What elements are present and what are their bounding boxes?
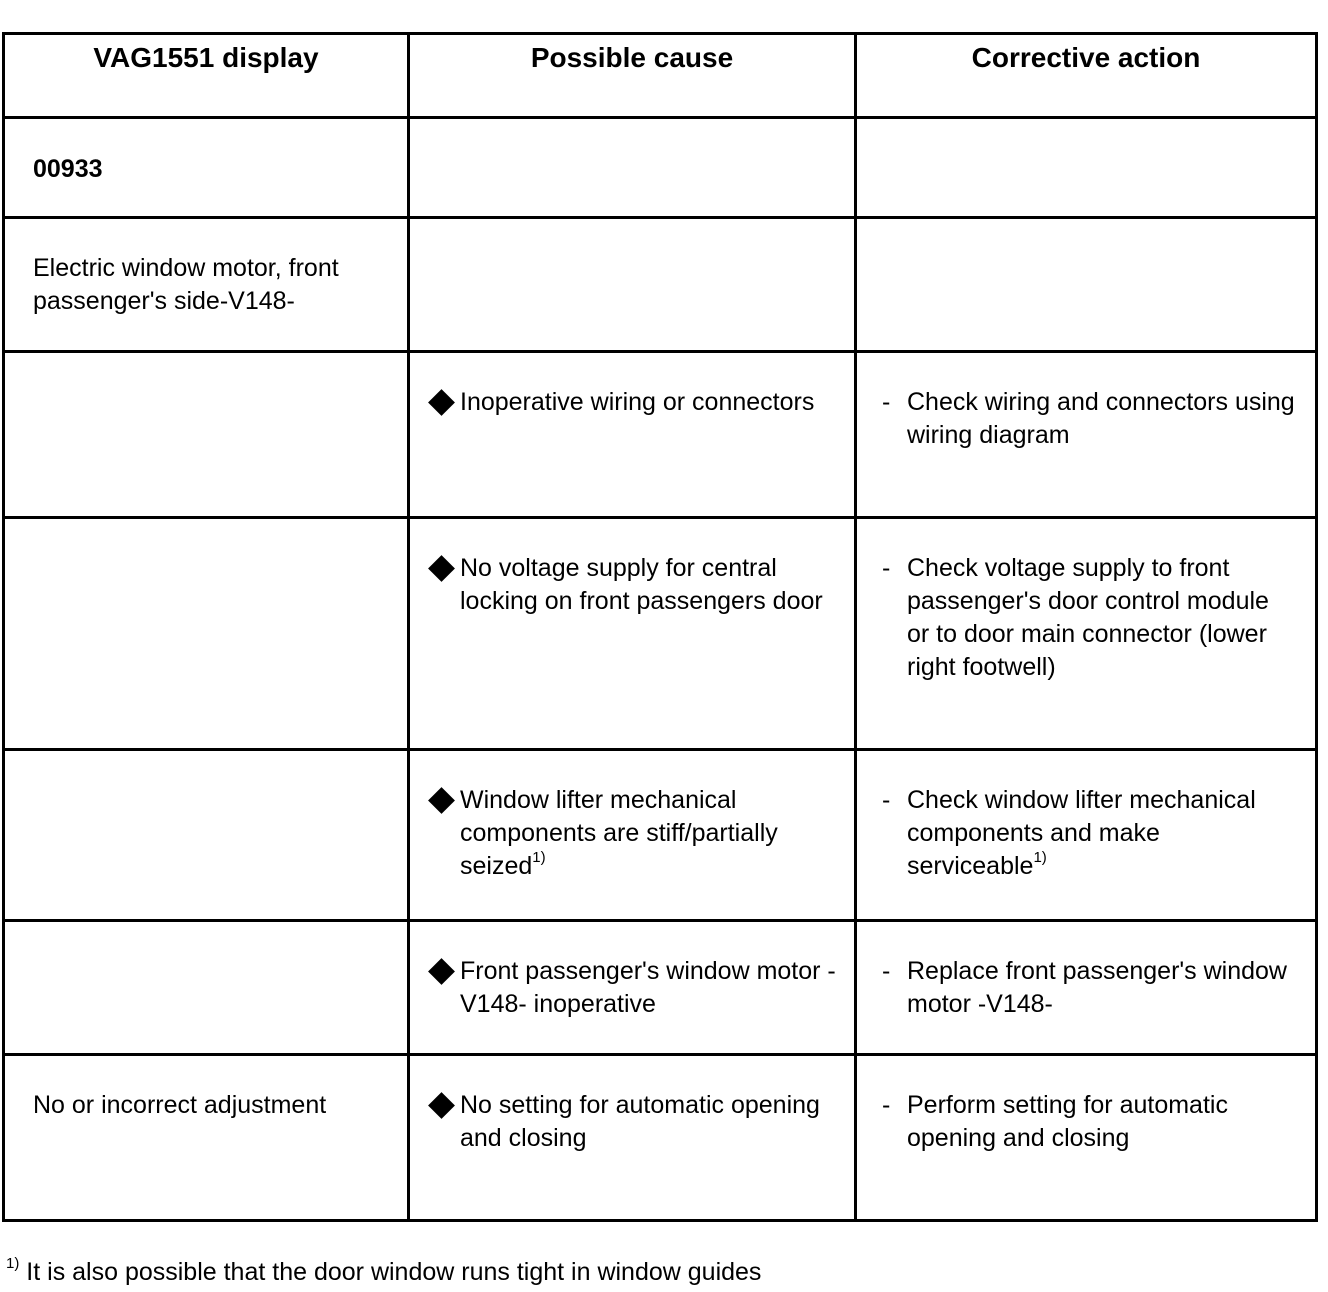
action-text: Check voltage supply to front passenger's door control module or to door main connector (lower right footwell): [907, 554, 1269, 681]
action-text: Perform setting for automatic opening and closing: [907, 1091, 1228, 1152]
table-row: [4, 921, 1317, 1055]
table-row: [4, 218, 1317, 352]
fault-description: Electric window motor, front passenger's side-V148-: [33, 254, 339, 315]
table-row: [4, 118, 1317, 218]
header-vag1551-display: VAG1551 display: [4, 34, 409, 118]
footnote-ref: 1): [1033, 849, 1047, 866]
cause-cell: [409, 750, 856, 921]
cause-cell: [409, 921, 856, 1055]
action-cell: [856, 750, 1317, 921]
diamond-bullet-icon: [428, 1092, 455, 1119]
dash-marker: -: [882, 388, 891, 416]
cause-cell: [409, 352, 856, 518]
dash-marker: -: [882, 957, 891, 985]
cause-cell: [409, 518, 856, 750]
fault-description: No or incorrect adjustment: [33, 1091, 327, 1119]
display-cell: [4, 218, 409, 352]
footnote-ref: 1): [532, 849, 546, 866]
cause-text: Front passenger's window motor -V148- inoperative: [460, 957, 836, 1018]
diamond-bullet-icon: [428, 787, 455, 814]
action-cell: [856, 921, 1317, 1055]
diagnosis-table: [2, 32, 1318, 1222]
header-corrective-action: Corrective action: [856, 34, 1317, 118]
action-text: Check wiring and connectors using wiring diagram: [907, 388, 1295, 449]
display-cell: [4, 1055, 409, 1221]
diamond-bullet-icon: [428, 389, 455, 416]
dash-marker: -: [882, 786, 891, 814]
header-possible-cause: Possible cause: [409, 34, 856, 118]
cause-text: Inoperative wiring or connectors: [460, 388, 815, 416]
action-cell: [856, 352, 1317, 518]
diamond-bullet-icon: [428, 555, 455, 582]
table-row: [4, 750, 1317, 921]
cause-cell: [409, 1055, 856, 1221]
display-cell: [4, 518, 409, 750]
display-cell: [4, 921, 409, 1055]
footnote-text: It is also possible that the door window runs tight in window guides: [26, 1258, 762, 1286]
diamond-bullet-icon: [428, 958, 455, 985]
cause-text: No setting for automatic opening and closing: [460, 1091, 820, 1152]
cause-cell: [409, 218, 856, 352]
display-cell: [4, 118, 409, 218]
display-cell: [4, 352, 409, 518]
action-text: Check window lifter mechanical components and make serviceable: [907, 786, 1256, 880]
footnote-marker: 1): [6, 1255, 20, 1272]
action-cell: [856, 218, 1317, 352]
cause-cell: [409, 118, 856, 218]
display-cell: [4, 750, 409, 921]
table-row: [4, 1055, 1317, 1221]
action-cell: [856, 118, 1317, 218]
table-header-row: [4, 34, 1317, 118]
table-row: [4, 352, 1317, 518]
table-row: [4, 518, 1317, 750]
footnote: [6, 1256, 761, 1289]
fault-code: 00933: [33, 155, 103, 183]
cause-text: Window lifter mechanical components are stiff/partially seized: [460, 786, 778, 880]
dash-marker: -: [882, 1091, 891, 1119]
action-text: Replace front passenger's window motor -V148-: [907, 957, 1287, 1018]
cause-text: No voltage supply for central locking on front passengers door: [460, 554, 823, 615]
dash-marker: -: [882, 554, 891, 582]
action-cell: [856, 1055, 1317, 1221]
action-cell: [856, 518, 1317, 750]
